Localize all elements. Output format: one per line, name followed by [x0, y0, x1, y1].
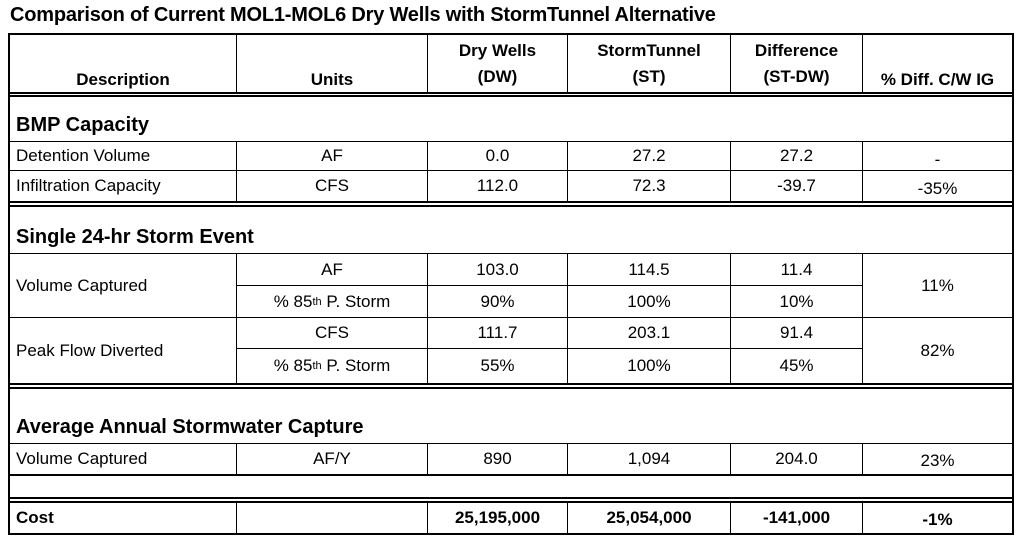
- header-description: Description: [76, 70, 170, 89]
- header-stormtunnel-line1: StormTunnel: [597, 40, 701, 60]
- row-pct: 11%: [921, 275, 954, 295]
- grid-line: [1012, 499, 1014, 535]
- row-units: AF: [321, 259, 343, 279]
- row-st: 1,094: [627, 449, 671, 468]
- row-diff: 91.4: [779, 323, 814, 342]
- row-diff: 10%: [779, 291, 814, 311]
- row-dw: 890: [483, 449, 512, 468]
- row-units-storm: % 85 th P. Storm: [273, 356, 391, 375]
- header-stormtunnel: [568, 35, 730, 92]
- section-annual-capture: Average Annual Stormwater Capture: [16, 416, 364, 438]
- row-diff: 45%: [779, 356, 814, 375]
- grid-line: [8, 95, 1014, 97]
- row-st: 100%: [627, 356, 671, 375]
- row-dw: 112.0: [476, 176, 519, 195]
- units-storm-post: P. Storm: [321, 356, 391, 375]
- row-diff: 204.0: [775, 449, 818, 468]
- grid-line: [8, 205, 1014, 207]
- row-units-storm: % 85 th P. Storm: [273, 291, 391, 311]
- row-st: 100%: [627, 291, 671, 311]
- grid-line: [1012, 33, 1014, 506]
- row-st: 203.1: [627, 323, 671, 342]
- header-dry-wells: [428, 35, 567, 92]
- row-st: 25,054,000: [606, 508, 692, 527]
- header-difference-line1: Difference: [754, 40, 839, 60]
- row-pct: 82%: [920, 340, 955, 360]
- units-storm-pre: % 85: [273, 356, 313, 375]
- row-desc: Volume Captured: [16, 449, 148, 468]
- header-dry-wells-line2: (DW): [477, 66, 518, 86]
- row-desc: Volume Captured: [16, 275, 148, 295]
- section-bmp-capacity: BMP Capacity: [16, 114, 150, 136]
- row-st: 72.3: [632, 176, 666, 195]
- section-storm-event: Single 24-hr Storm Event: [16, 226, 254, 248]
- row-desc: Infiltration Capacity: [16, 176, 161, 195]
- row-diff: 27.2: [779, 146, 814, 165]
- row-diff: -39.7: [777, 176, 816, 195]
- row-pct: 23%: [920, 451, 955, 470]
- row-st: 114.5: [628, 259, 670, 279]
- row-pct: -1%: [922, 510, 953, 529]
- row-desc: Peak Flow Diverted: [16, 340, 164, 360]
- row-units: CFS: [315, 176, 349, 195]
- table-title: Comparison of Current MOL1-MOL6 Dry Wells with StormTunnel Alternative: [10, 4, 716, 26]
- row-diff: 11.4: [780, 259, 813, 279]
- row-dw: 55%: [480, 356, 515, 375]
- header-difference: [731, 35, 862, 92]
- row-units: [237, 503, 427, 533]
- row-diff: -141,000: [762, 508, 831, 527]
- row-pct: -35%: [917, 179, 958, 198]
- header-units: Units: [310, 70, 354, 89]
- row-units: AF/Y: [313, 449, 351, 468]
- row-units: CFS: [315, 323, 349, 342]
- row-units: AF: [321, 146, 343, 165]
- row-desc: Cost: [16, 508, 54, 527]
- grid-line: [8, 383, 1014, 385]
- grid-line: [8, 497, 1014, 499]
- row-dw: 25,195,000: [454, 508, 541, 527]
- header-pct-diff: % Diff. C/W IG: [880, 70, 995, 89]
- row-dw: 0.0: [485, 146, 510, 165]
- header-difference-line2: (ST-DW): [763, 66, 830, 86]
- grid-line: [8, 92, 1014, 94]
- row-st: 27.2: [632, 146, 666, 165]
- row-pct: -: [934, 150, 941, 169]
- row-dw: 103.0: [476, 259, 519, 279]
- row-desc: Detention Volume: [16, 146, 151, 165]
- row-dw: 90%: [480, 291, 515, 311]
- header-stormtunnel-line2: (ST): [632, 66, 666, 86]
- units-storm-pre: % 85: [273, 291, 313, 311]
- header-dry-wells-line1: Dry Wells: [458, 40, 537, 60]
- grid-line: [8, 387, 1014, 389]
- units-storm-post: P. Storm: [321, 291, 391, 311]
- row-dw: 111.7: [477, 323, 518, 342]
